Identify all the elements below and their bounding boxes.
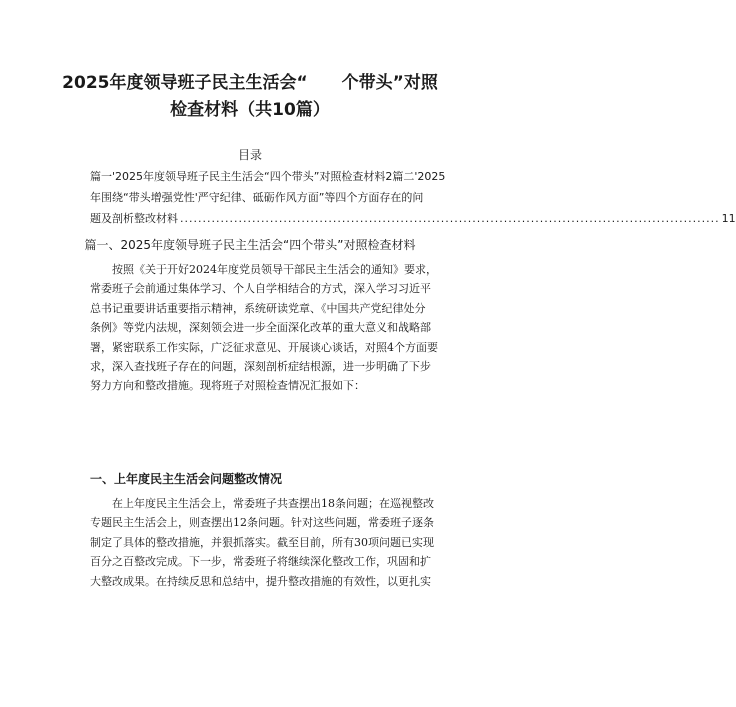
toc-line-2: 年围绕“带头增强党性'严守纪律、砥砺作风方面”等四个方面存在的问 xyxy=(90,191,424,204)
paragraph-line: 总书记重要讲话重要指示精神，系统研读党章、《中国共产党纪律处分 xyxy=(90,301,426,315)
section-title: 篇一、2025年度领导班子民主生活会“四个带头”对照检查材料 xyxy=(84,238,416,252)
paragraph-line: 大整改成果。在持续反思和总结中，提升整改措施的有效性，以更扎实 xyxy=(90,574,431,588)
toc-last-text: 题及剖析整改材料 xyxy=(90,212,178,225)
paragraph-line: 条例》等党内法规，深刻领会进一步全面深化改革的重大意义和战略部 xyxy=(90,321,431,335)
document-title xyxy=(40,70,460,124)
toc-entry[interactable] xyxy=(90,166,736,229)
title-line-2: 检查材料（共10篇） xyxy=(170,100,330,120)
paragraph-line: 署，紧密联系工作实际，广泛征求意见、开展谈心谈话，对照4个方面要 xyxy=(90,340,438,354)
paragraph-line: 在上年度民主生活会上，常委班子共查摆出18条问题；在巡视整改 xyxy=(112,497,434,510)
heading-1: 一、上年度民主生活会问题整改情况 xyxy=(90,472,283,486)
paragraph-line: 专题民主生活会上，则查摆出12条问题。针对这些问题，常委班子逐条 xyxy=(90,516,434,530)
toc-heading: 目录 xyxy=(237,148,262,162)
title-line-1: 2025年度领导班子民主生活会“ 个带头”对照 xyxy=(62,73,438,93)
paragraph-line: 求，深入查找班子存在的问题，深刻剖析症结根源，进一步明确了下步 xyxy=(90,360,431,374)
paragraph-2 xyxy=(90,494,450,591)
paragraph-line: 努力方向和整改措施。现将班子对照检查情况汇报如下： xyxy=(90,379,365,393)
paragraph-line: 百分之百整改完成。下一步，常委班子将继续深化整改工作，巩固和扩 xyxy=(90,555,431,569)
paragraph-line: 按照《关于开好2024年度党员领导干部民主生活会的通知》要求， xyxy=(112,263,437,276)
toc-leader-dots: ........................................................................................................................ xyxy=(180,212,720,225)
toc-page-number: 11 xyxy=(721,212,736,225)
paragraph-line: 制定了具体的整改措施，并狠抓落实。截至目前，所有30项问题已实现 xyxy=(90,535,434,549)
toc-line-3 xyxy=(90,208,736,229)
paragraph-line: 常委班子会前通过集体学习、个人自学相结合的方式，深入学习习近平 xyxy=(90,282,431,296)
toc-line-1: 篇一'2025年度领导班子民主生活会“四个带头”对照检查材料2篇二'2025 xyxy=(90,170,446,183)
paragraph-1 xyxy=(90,260,450,396)
